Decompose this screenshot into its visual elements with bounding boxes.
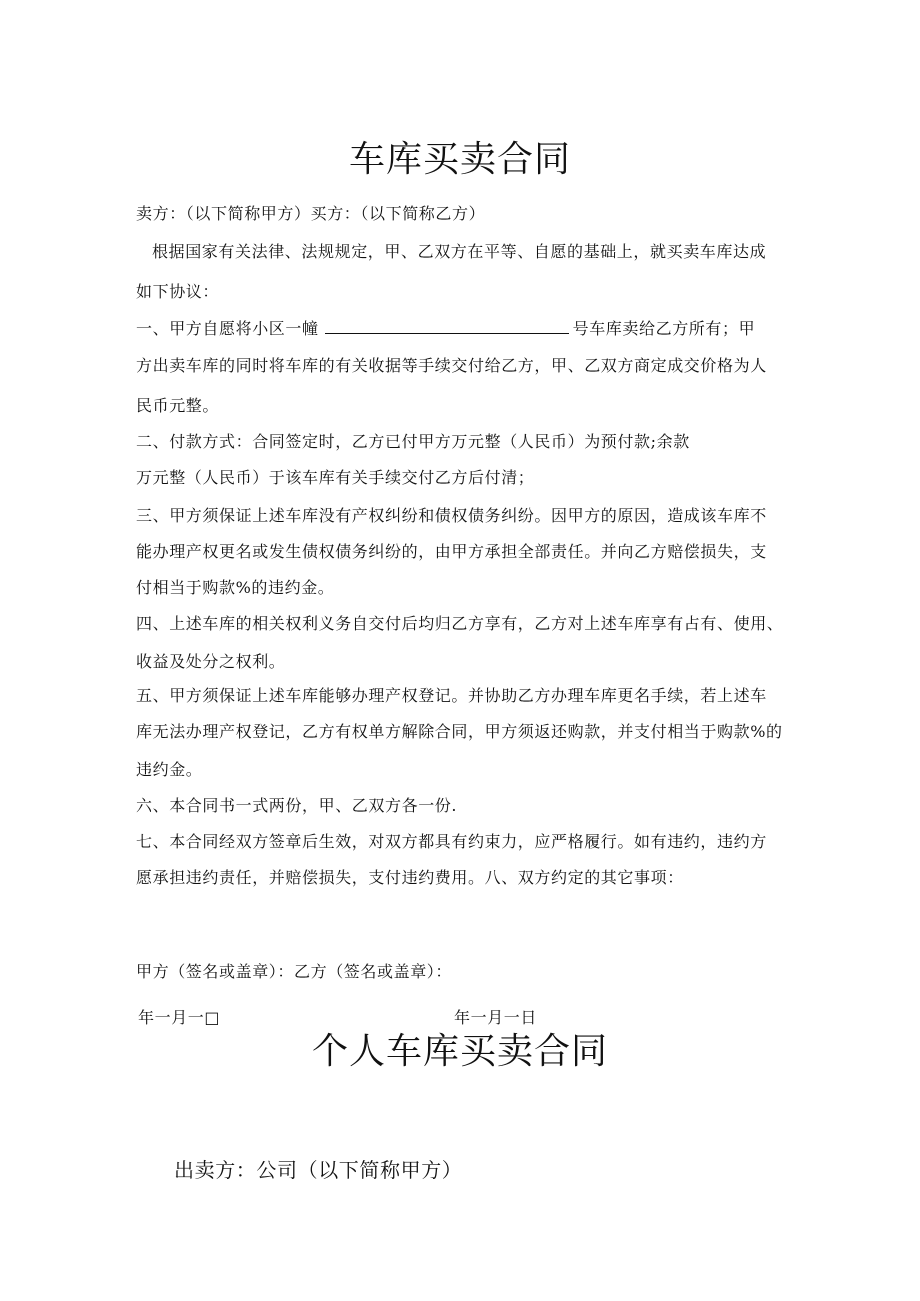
clause-1-suffix: 号车库卖给乙方所有；甲: [572, 319, 756, 338]
intro-line-2: 如下协议：: [136, 282, 220, 301]
second-contract-title: 个人车库买卖合同: [311, 1031, 608, 1072]
intro-line-1: 根据国家有关法律、法规规定，甲、乙双方在平等、自愿的基础上，就买卖车库达成: [152, 242, 767, 261]
clause-3-line-1: 三、甲方须保证上述车库没有产权纠纷和债权债务纠纷。因甲方的原因，造成该车库不: [136, 506, 767, 525]
parties-line: 卖方：（以下简称甲方）买方：（以下简称乙方）: [136, 204, 486, 223]
contract-title: 车库买卖合同: [348, 139, 571, 180]
clause-5-line-3: 违约金。: [136, 760, 203, 779]
blank-underline: [325, 318, 569, 334]
clause-7-line-2: 愿承担违约责任，并赔偿损失，支付违约费用。八、双方约定的其它事项：: [136, 868, 684, 887]
clause-1-line-2: 方出卖车库的同时将车库的有关收据等手续交付给乙方，甲、乙双方商定成交价格为人: [136, 356, 767, 375]
clause-1-line-1: [136, 318, 755, 339]
clause-1-line-3: 民币元整。: [136, 396, 220, 415]
clause-5-line-2: 库无法办理产权登记，乙方有权单方解除合同，甲方须返还购款，并支付相当于购款%的: [136, 722, 783, 741]
seller-line: 出卖方：公司（以下简称甲方）: [174, 1158, 463, 1182]
clause-4-line-2: 收益及处分之权利。: [136, 652, 286, 671]
date-left: 年一月一□: [138, 1008, 221, 1027]
clause-3-line-2: 能办理产权更名或发生债权债务纠纷的，由甲方承担全部责任。并向乙方赔偿损失，支: [136, 542, 767, 561]
clause-2-line-1: 二、付款方式：合同签定时，乙方已付甲方万元整（人民币）为预付款;余款: [136, 432, 690, 451]
clause-4-line-1: 四、上述车库的相关权利义务自交付后均归乙方享有，乙方对上述车库享有占有、使用、: [136, 614, 784, 633]
date-right: 年一月一日: [454, 1008, 538, 1027]
clause-1-prefix: 一、甲方自愿将小区一幢: [136, 319, 319, 338]
clause-3-line-3: 付相当于购款%的违约金。: [136, 578, 335, 597]
clause-7-line-1: 七、本合同经双方签章后生效，对双方都具有约束力，应严格履行。如有违约，违约方: [136, 832, 767, 851]
clause-2-line-2: 万元整（人民币）于该车库有关手续交付乙方后付清；: [136, 468, 535, 487]
clause-6-line: 六、本合同书一式两份，甲、乙双方各一份.: [136, 796, 458, 815]
signature-line: 甲方（签名或盖章）：乙方（签名或盖章）：: [136, 962, 453, 981]
clause-5-line-1: 五、甲方须保证上述车库能够办理产权登记。并协助乙方办理车库更名手续，若上述车: [136, 686, 767, 705]
